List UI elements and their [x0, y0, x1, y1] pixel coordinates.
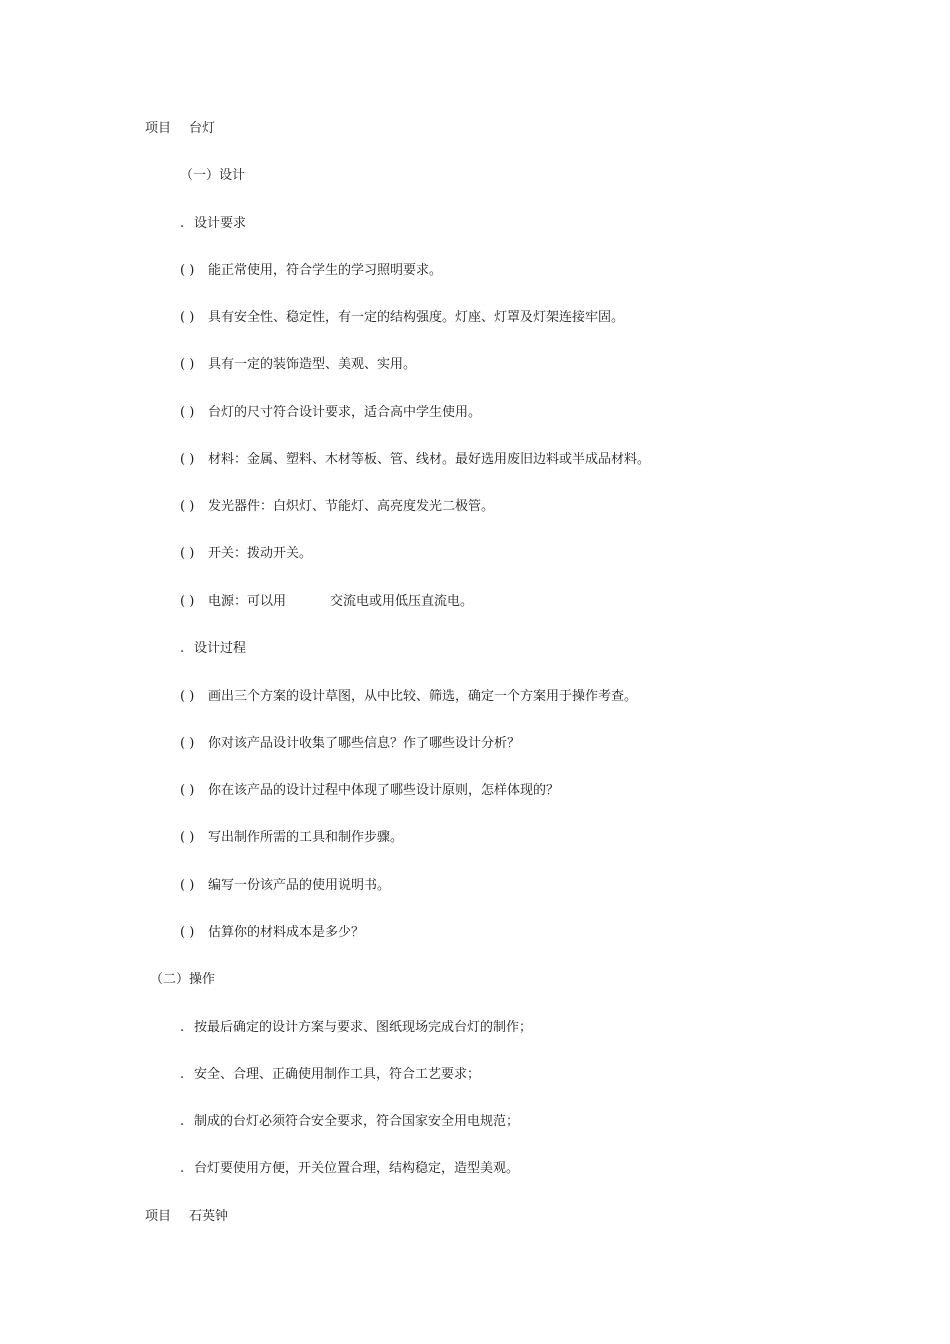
requirement-item — [180, 545, 312, 563]
item-text: 材料：金属、塑料、木材等板、管、线材。最好选用废旧边料或半成品材料。 — [208, 452, 651, 467]
item-marker: ( ) — [180, 499, 195, 514]
item-text: 按最后确定的设计方案与要求、图纸现场完成台灯的制作； — [194, 1020, 533, 1035]
section-heading-design: （一）设计 — [180, 168, 246, 183]
subheading-text: 设计过程 — [194, 641, 247, 656]
item-text: 写出制作所需的工具和制作步骤。 — [208, 830, 404, 845]
operation-item — [180, 1019, 532, 1037]
item-text: 你对该产品设计收集了哪些信息？作了哪些设计分析？ — [208, 736, 521, 751]
item-text: 具有一定的装饰造型、美观、实用。 — [208, 357, 417, 372]
process-item — [180, 877, 390, 895]
process-item — [180, 924, 364, 942]
process-item — [180, 688, 637, 706]
project-label: 项目 — [145, 1209, 172, 1224]
item-marker: ( ) — [180, 594, 195, 609]
item-marker: ( ) — [180, 925, 195, 940]
item-marker: ( ) — [180, 783, 195, 798]
section-heading-operation: （二）操作 — [150, 972, 216, 987]
list-marker: . — [180, 641, 185, 656]
requirement-item — [180, 262, 442, 280]
item-marker: ( ) — [180, 878, 195, 893]
subheading-design-process — [180, 640, 246, 658]
item-marker: ( ) — [180, 357, 195, 372]
item-marker: ( ) — [180, 546, 195, 561]
requirement-item — [180, 451, 650, 469]
requirement-item-power — [180, 593, 473, 611]
project-heading-quartz-clock — [145, 1208, 228, 1226]
item-text: 开关：拨动开关。 — [208, 546, 313, 561]
process-item — [180, 735, 520, 753]
list-marker: . — [180, 216, 185, 231]
item-text: 台灯要使用方便，开关位置合理，结构稳定，造型美观。 — [194, 1161, 520, 1176]
item-marker: ( ) — [180, 736, 195, 751]
item-text: 估算你的材料成本是多少？ — [208, 925, 365, 940]
operation-item — [180, 1160, 519, 1178]
item-text: 发光器件：白炽灯、节能灯、高亮度发光二极管。 — [208, 499, 495, 514]
project-name: 台灯 — [189, 121, 216, 136]
project-name: 石英钟 — [189, 1209, 229, 1224]
subheading-design-requirements — [180, 215, 246, 233]
item-text: 制成的台灯必须符合安全要求，符合国家安全用电规范； — [194, 1114, 520, 1129]
process-item — [180, 782, 559, 800]
requirement-item — [180, 356, 416, 374]
item-text: 编写一份该产品的使用说明书。 — [208, 878, 391, 893]
item-text-part-a: 电源：可以用 — [208, 594, 287, 609]
requirement-item — [180, 498, 494, 516]
item-marker: ( ) — [180, 689, 195, 704]
item-marker: ( ) — [180, 263, 195, 278]
item-text-part-b: 交流电或用低压直流电。 — [330, 594, 474, 609]
item-marker: ( ) — [180, 830, 195, 845]
item-text: 能正常使用，符合学生的学习照明要求。 — [208, 263, 443, 278]
item-text: 安全、合理、正确使用制作工具，符合工艺要求； — [194, 1067, 481, 1082]
item-text: 画出三个方案的设计草图，从中比较、筛选，确定一个方案用于操作考查。 — [208, 689, 638, 704]
item-marker: ( ) — [180, 310, 195, 325]
item-text: 你在该产品的设计过程中体现了哪些设计原则，怎样体现的？ — [208, 783, 560, 798]
list-marker: . — [180, 1161, 185, 1176]
project-heading-desk-lamp — [145, 120, 215, 138]
list-marker: . — [180, 1067, 185, 1082]
subheading-text: 设计要求 — [194, 216, 247, 231]
list-marker: . — [180, 1020, 185, 1035]
item-marker: ( ) — [180, 452, 195, 467]
list-marker: . — [180, 1114, 185, 1129]
process-item — [180, 829, 403, 847]
operation-item — [180, 1066, 480, 1084]
item-text: 台灯的尺寸符合设计要求，适合高中学生使用。 — [208, 405, 482, 420]
item-text: 具有安全性、稳定性，有一定的结构强度。灯座、灯罩及灯架连接牢固。 — [208, 310, 625, 325]
project-label: 项目 — [145, 121, 172, 136]
item-marker: ( ) — [180, 405, 195, 420]
requirement-item — [180, 309, 624, 327]
requirement-item — [180, 404, 481, 422]
operation-item — [180, 1113, 519, 1131]
